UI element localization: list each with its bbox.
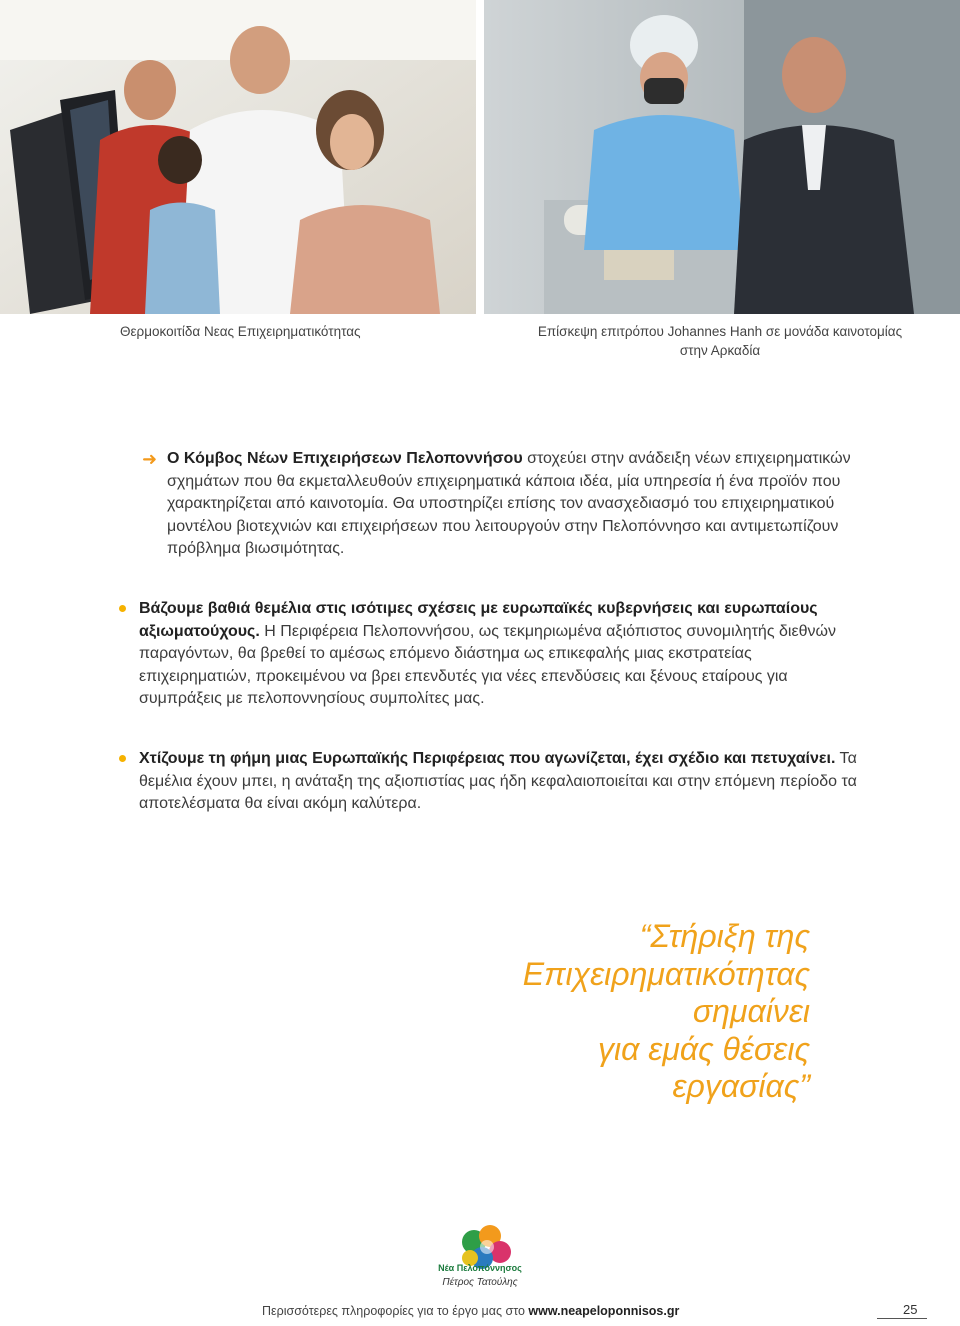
paragraph-european-relations (139, 598, 859, 711)
logo-subtitle: Πέτρος Τατούλης (442, 1277, 518, 1288)
paragraph-european-relations-text: Η Περιφέρεια Πελοποννήσου, ως τεκμηριωμένα αξιόπιστος συνομιλητής διεθνών παραγόντων, θα βρεθεί το αμέσως επόμενο διάστημα ως επικεφαλής μιας εκστρατείας επιχειρηματιών, προκειμένου να βρει επενδυτές για νέες επενδύσεις και ξένους εταίρους για συμπράξεις με πελοποννησίους συμπολίτες μας. (139, 622, 836, 708)
pull-quote (523, 918, 810, 1106)
paragraph-hub-bold: Ο Κόμβος Νέων Επιχειρήσεων Πελοποννήσου (167, 450, 523, 467)
footer-text: Περισσότερες πληροφορίες για το έργο μας στο (262, 1304, 529, 1318)
logo-name: Νέα Πελοπόννησος (438, 1263, 522, 1273)
quote-line: σημαίνει (692, 993, 810, 1029)
paragraph-hub-text: στοχεύει στην ανάδειξη νέων επιχειρηματικών σχημάτων που θα εκμεταλλευθούν επιχειρηματικά κάποια ιδέα, μία υπηρεσία ή ένα προϊόν που χαρακτηρίζεται από καινοτομία. Θα υποστηρίζει επίσης τον ανασχεδιασμό του επιχειρηματικού μοντέλου βιοτεχνιών και επιχειρήσεων που λειτουργούν στην Πελοπόννησο και αντιμετωπίζουν πρόβλημα βιωσιμότητας. (167, 450, 851, 558)
paragraph-reputation-bold: Χτίζουμε τη φήμη μιας Ευρωπαϊκής Περιφέρειας που αγωνίζεται, έχει σχέδιο και πετυχαίνει. (139, 750, 836, 767)
quote-line: για εμάς θέσεις (598, 1030, 810, 1067)
paragraph-hub (167, 448, 867, 561)
paragraph-reputation-text: Τα θεμέλια έχουν μπει, η ανάταξη της αξιοπιστίας μας ήδη κεφαλαιοποιείται και στην επόμενη περίοδο τα αποτελέσματα θα είναι ακόμη καλύτερα. (139, 750, 857, 813)
bullet-icon (119, 755, 126, 762)
quote-line: Επιχειρηματικότητας (522, 955, 810, 992)
photo-factory-illustration (484, 0, 960, 314)
bullet-icon (119, 605, 126, 612)
caption-right (520, 322, 920, 360)
footer-divider (877, 1318, 927, 1319)
footer-info (262, 1304, 679, 1318)
photo-office-illustration (0, 0, 476, 314)
caption-right-line1: Επίσκεψη επιτρόπου Johannes Hanh σε μονάδα καινοτομίας (537, 324, 903, 339)
page-number: 25 (903, 1302, 918, 1317)
paragraph-european-relations-bold: Βάζουμε βαθιά θεμέλια στις ισότιμες σχέσεις με ευρωπαϊκές κυβερνήσεις και ευρωπαίους αξιωματούχους. (139, 600, 818, 640)
caption-left: Θερμοκοιτίδα Νεας Επιχειρηματικότητας (120, 324, 361, 339)
caption-right-line2: στην Αρκαδία (679, 343, 761, 358)
paragraph-reputation (139, 748, 859, 816)
quote-line: “Στήριξη της (639, 918, 810, 954)
quote-line: εργασίας” (672, 1068, 810, 1104)
photo-office-computers (0, 0, 476, 314)
photo-factory-visit (484, 0, 960, 314)
footer-link[interactable]: www.neapeloponnisos.gr (528, 1304, 680, 1318)
arrow-icon: ➜ (142, 449, 158, 469)
